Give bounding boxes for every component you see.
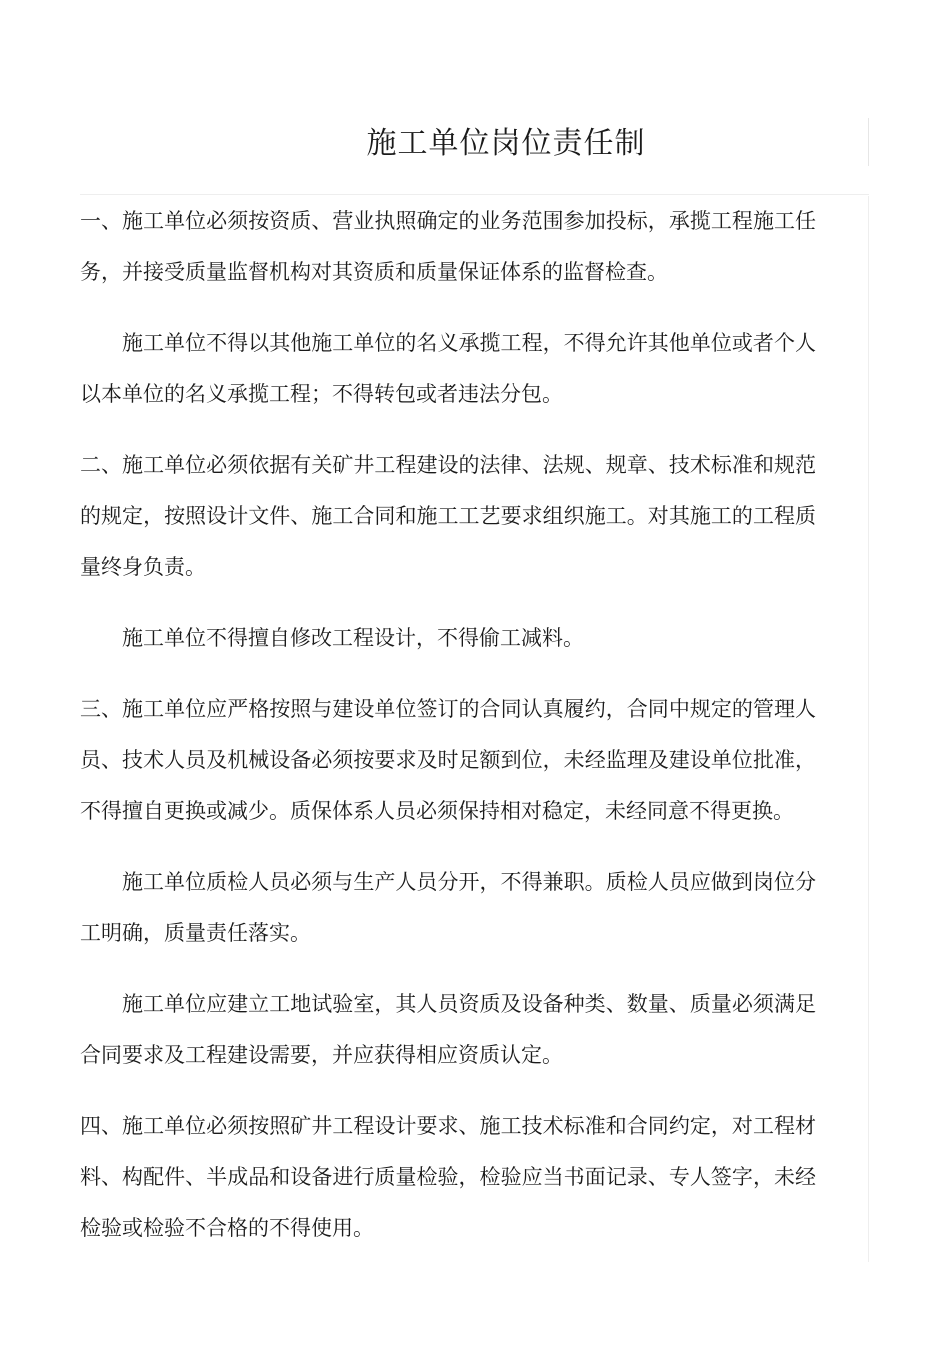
title-divider [80,194,869,195]
paragraph-1: 一、施工单位必须按资质、营业执照确定的业务范围参加投标，承揽工程施工任务，并接受质量监督机构对其资质和质量保证体系的监督检查。 [80,209,816,284]
paragraph-6: 施工单位质检人员必须与生产人员分开，不得兼职。质检人员应做到岗位分工明确，质量责任落实。 [80,870,816,945]
paragraph-7: 施工单位应建立工地试验室，其人员资质及设备种类、数量、质量必须满足合同要求及工程建设需要，并应获得相应资质认定。 [80,992,816,1067]
paragraph-4: 施工单位不得擅自修改工程设计，不得偷工减料。 [122,626,584,650]
document-body [80,196,816,1274]
document-title: 施工单位岗位责任制 [366,126,646,161]
paragraph-3: 二、施工单位必须依据有关矿井工程建设的法律、法规、规章、技术标准和规范的规定，按照设计文件、施工合同和施工工艺要求组织施工。对其施工的工程质量终身负责。 [80,453,816,579]
paragraph-5: 三、施工单位应严格按照与建设单位签订的合同认真履约，合同中规定的管理人员、技术人员及机械设备必须按要求及时足额到位，未经监理及建设单位批准，不得擅自更换或减少。质保体系人员必须保持相对稳定，未经同意不得更换。 [80,697,816,823]
paragraph-2: 施工单位不得以其他施工单位的名义承揽工程，不得允许其他单位或者个人以本单位的名义承揽工程；不得转包或者违法分包。 [80,331,816,406]
paragraph-8: 四、施工单位必须按照矿井工程设计要求、施工技术标准和合同约定，对工程材料、构配件、半成品和设备进行质量检验，检验应当书面记录、专人签字，未经检验或检验不合格的不得使用。 [80,1114,816,1240]
right-margin-rule-body [868,196,869,1262]
